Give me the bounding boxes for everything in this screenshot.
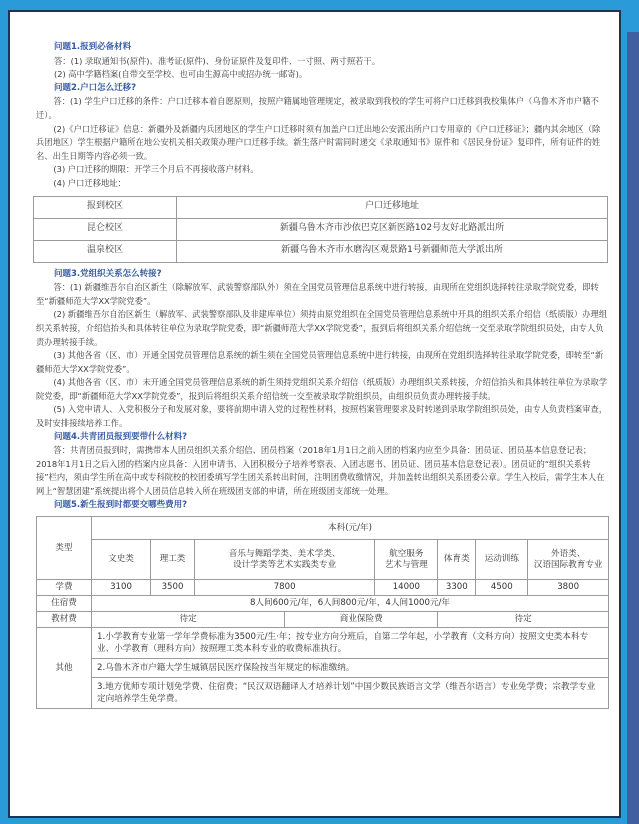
table-row bbox=[34, 240, 608, 262]
insurance-label: 商业保险费 bbox=[285, 612, 438, 628]
q2-para-3: (3) 户口迁移的期限：开学三个月后不再接收落户材料。 bbox=[53, 164, 259, 175]
category-cell: 体育类 bbox=[438, 540, 476, 580]
tuition-value: 7800 bbox=[195, 580, 375, 596]
q2-title: 问题2.户口怎么迁移? bbox=[54, 82, 137, 93]
fee-header-row-1 bbox=[37, 517, 609, 540]
undergrad-header: 本科(元/年) bbox=[92, 517, 609, 540]
fee-header-row-2 bbox=[37, 540, 609, 580]
hukou-address-table bbox=[33, 196, 608, 263]
q2-para-4: (4) 户口迁移地址： bbox=[53, 177, 126, 188]
other-row bbox=[37, 628, 609, 659]
category-cell: 理工类 bbox=[151, 540, 195, 580]
document-page bbox=[8, 10, 621, 818]
insurance-value: 待定 bbox=[438, 612, 609, 628]
q3-para-1: 答：(1) 新疆维吾尔自治区新生（除解放军、武装警察部队外）须在全国党员管理信息系统中进行转接，由现所在党组织选择转往录取学院党委，即转至“新疆师范大学XX学院党委”。 bbox=[36, 282, 599, 306]
table-header-row bbox=[34, 196, 608, 218]
q1-line-2: (2) 高中学籍档案(自带交至学校、也可由生源高中或招办统一邮寄)。 bbox=[54, 69, 308, 80]
other-note: 3.地方优师专项计划免学费、住宿费；“民汉双语翻译人才培养计划”中国少数民族语言文学（维吾尔语言）专业免学费；宗教学专业定向培养学生免学费。 bbox=[92, 678, 609, 709]
tuition-value: 3500 bbox=[151, 580, 195, 596]
q5-title: 问题5.新生报到时都要交哪些费用? bbox=[54, 499, 188, 510]
q3-para-5: (5) 入党申请人、入党积极分子和发展对象，要将前期申请入党的过程性材料，按照档案管理要求及时转递到录取学院组织员处，由专人负责档案审查，及时安排接续培养工作。 bbox=[36, 404, 608, 429]
category-cell: 航空服务 艺术与管理 bbox=[375, 540, 438, 580]
table-header-address: 户口迁移地址 bbox=[177, 196, 608, 218]
other-row bbox=[37, 659, 609, 678]
fee-table bbox=[36, 516, 609, 709]
other-row bbox=[37, 678, 609, 709]
other-label: 其他 bbox=[37, 628, 92, 709]
q4-title: 问题4.共青团员报到要带什么材料? bbox=[54, 431, 188, 442]
category-cell: 文史类 bbox=[92, 540, 151, 580]
tuition-value: 3100 bbox=[92, 580, 151, 596]
q2-para-2: (2)《户口迁移证》信息：新疆外及新疆内兵团地区的学生户口迁移时须有加盖户口迁出地公安派出所户口专用章的《户口迁移证》；疆内其余地区（除兵团地区）学生根据户籍所在地公安机关相关政策办理户口迁移手续。新生落户时需同时递交《录取通知书》原件和《居民身份证》复印件，所有证件的姓名、出生日期等内容必须一致。 bbox=[36, 123, 601, 161]
category-cell: 音乐与舞蹈学类、美术学类、 设计学类等艺术实践类专业 bbox=[195, 540, 375, 580]
books-value: 待定 bbox=[92, 612, 285, 628]
q4-para: 答：共青团员报到时，需携带本人团员组织关系介绍信、团员档案（2018年1月1日之前入团的档案内应至少具备：团员证、团员基本信息登记表；2018年1月1日之后入团的档案内应具备：入团申请书、入团积极分子培养考察表、入团志愿书、团员证、团员基本信息登记表）。团员证的“组织关系转接”栏内，须由学生所在高中或专科院校的校团委填写学生团关系转出时间，注明团费收缴情况，并加盖转出组织关系团委公章。学生入校后，需学生本人在网上“智慧团建”系统提出将个人团员信息转入所在班级团支部的申请，所在班级团支部统一处理。 bbox=[36, 445, 605, 497]
tuition-value: 4500 bbox=[476, 580, 528, 596]
q3-para-2: (2) 新疆维吾尔自治区新生（解放军、武装警察部队及非建库单位）须持由原党组织在全国党员管理信息系统中开具的组织关系介绍信（纸质版）办理组织关系转接，介绍信抬头和具体转往单位为录取学院党委，即“新疆师范大学XX学院党委”，报到后将组织关系介绍信统一交至录取学院组织员处，由专人负责办理转接手续。 bbox=[36, 309, 608, 347]
table-row bbox=[34, 218, 608, 240]
q2-para-1: 答：(1) 学生户口迁移的条件：户口迁移本着自愿原则，按照户籍属地管理规定，被录取到我校的学生可将户口迁移到我校集体户（乌鲁木齐市户籍不迁）。 bbox=[36, 96, 599, 120]
tuition-value: 3800 bbox=[528, 580, 609, 596]
category-cell: 运动训练 bbox=[476, 540, 528, 580]
dorm-row bbox=[37, 596, 609, 612]
address-cell: 新疆乌鲁木齐市水磨沟区观景路1号新疆师范大学派出所 bbox=[177, 240, 608, 262]
frame-stripe bbox=[627, 32, 639, 824]
tuition-label: 学费 bbox=[37, 580, 92, 596]
category-cell: 外语类、 汉语国际教育专业 bbox=[528, 540, 609, 580]
books-label: 教材费 bbox=[37, 612, 92, 628]
document-content bbox=[36, 41, 608, 709]
other-note: 2.乌鲁木齐市户籍大学生城镇居民医疗保险按当年规定的标准缴纳。 bbox=[92, 659, 609, 678]
q1-title: 问题1.报到必备材料 bbox=[54, 42, 132, 52]
tuition-row bbox=[37, 580, 609, 596]
type-header: 类型 bbox=[37, 517, 92, 580]
campus-cell: 昆仑校区 bbox=[34, 218, 177, 240]
tuition-value: 3300 bbox=[438, 580, 476, 596]
address-cell: 新疆乌鲁木齐市沙依巴克区新医路102号友好北路派出所 bbox=[177, 218, 608, 240]
q3-title: 问题3.党组织关系怎么转接? bbox=[54, 268, 162, 279]
tuition-value: 14000 bbox=[375, 580, 438, 596]
other-note: 1.小学教育专业第一学年学费标准为3500元/生·年；按专业方向分班后，自第二学年起，小学教育（文科方向）按照文史类本科专业、小学教育（理科方向）按照理工类本科专业的收费标准执行。 bbox=[92, 628, 609, 659]
dorm-value: 8人间600元/年，6人间800元/年，4人间1000元/年 bbox=[92, 596, 609, 612]
campus-cell: 温泉校区 bbox=[34, 240, 177, 262]
table-header-campus: 报到校区 bbox=[34, 196, 177, 218]
dorm-label: 住宿费 bbox=[37, 596, 92, 612]
q3-para-3: (3) 其他各省（区、市）开通全国党员管理信息系统的新生须在全国党员管理信息系统中进行转接，由现所在党组织选择转往录取学院党委，即转至“新疆师范大学XX学院党委”。 bbox=[36, 350, 604, 374]
q3-para-4: (4) 其他各省（区、市）未开通全国党员管理信息系统的新生须持党组织关系介绍信（纸质版）办理组织关系转接，介绍信抬头和具体转往单位为录取学院党委，即“新疆师范大学XX学院党委”，报到后将组织关系介绍信统一交至被录取学院组织员，由组织员负责办理转接手续。 bbox=[36, 377, 608, 401]
books-row bbox=[37, 612, 609, 628]
q1-line-1: 答：(1) 录取通知书(原件)、准考证(原件)、身份证原件及复印件、一寸照、两寸照若干。 bbox=[54, 55, 381, 66]
